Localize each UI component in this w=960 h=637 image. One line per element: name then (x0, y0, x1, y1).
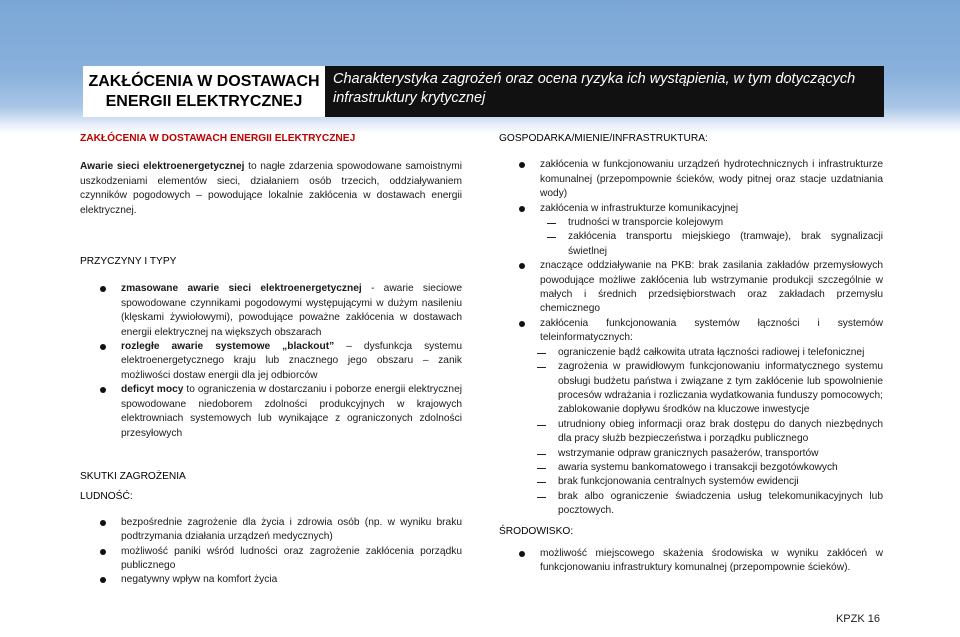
list-item: możliwość miejscowego skażenia środowiska w wyniku zakłóceń w funkcjonowaniu infrastruktury komunalnej (przepompownie ścieków). (540, 547, 883, 576)
list-item (121, 340, 462, 383)
cause-title: zmasowane awarie sieci elektroenergetycznej (121, 283, 362, 295)
page-number: KPZK 16 (835, 613, 880, 625)
left-heading: ZAKŁÓCENIA W DOSTAWACH ENERGII ELEKTRYCZNEJ (80, 133, 356, 144)
list-item: zagrożenia w prawidłowym funkcjonowaniu informatycznego systemu obsługi budżetu państwa i związane z tym zakłócenie lub spowolnienie procesów wdrażania i rozliczania wydatkowania funduszy pomocowych; zablokowanie dopływu środków na kluczowe inwestycje (558, 360, 883, 418)
list-item: znaczące oddziaływanie na PKB: brak zasilania zakładów przemysłowych powodujące możliwe zakłócenia lub wstrzymanie produkcji szczególnie w małych i średnich przedsiębiorstwach oraz zakładach przemysłu chemicznego (540, 259, 883, 317)
env-list (540, 547, 883, 576)
intro-bold: Awarie sieci elektroenergetycznej (80, 161, 245, 173)
list-item: brak funkcjonowania centralnych systemów ewidencji (558, 475, 883, 489)
list-item (121, 282, 462, 340)
list-item: utrudniony obieg informacji oraz brak dostępu do danych niezbędnych dla pracy służb bezpieczeństwa i porządku publicznego (558, 418, 883, 447)
list-item: awaria systemu bankomatowego i transakcji bezgotówkowych (558, 461, 883, 475)
list-item: ograniczenie bądź całkowita utrata łączności radiowej i telefonicznej (558, 346, 883, 360)
right-column (499, 128, 883, 576)
cause-text: to ograniczenia w dostarczaniu i poborze energii elektrycznej spowodowane niedoborem zdolności produkcyjnych w krajowych elektrowniach systemowych lub wynikające z ograniczonych zdolności przesyłowych (121, 384, 462, 439)
list-item: zakłócenia transportu miejskiego (tramwaje), brak sygnalizacji świetlnej (568, 230, 883, 259)
list-item: bezpośrednie zagrożenie dla życia i zdrowia osób (np. w wyniku braku podtrzymania działania urządzeń medycznych) (121, 516, 462, 545)
cause-text: – dysfunkcja systemu elektroenergetycznego kraju lub znacznego jego obszaru – zanik możliwości dostaw energii dla jej odbiorców (121, 341, 462, 381)
list-item: zakłócenia funkcjonowania systemów łączności i systemów teleinformatycznych: (540, 317, 883, 346)
people-heading: LUDNOŚĆ: (80, 491, 133, 503)
title-line-1: ZAKŁÓCENIA W DOSTAWACH (88, 72, 320, 90)
env-heading: ŚRODOWISKO: (499, 525, 574, 537)
list-item: trudności w transporcie kolejowym (568, 216, 883, 230)
causes-list (121, 282, 462, 440)
list-item: brak albo ograniczenie świadczenia usług telekomunikacyjnych lub pocztowych. (558, 490, 883, 519)
causes-heading: PRZYCZYNY I TYPY (80, 256, 177, 268)
page-subtitle: Charakterystyka zagrożeń oraz ocena ryzyka ich wystąpienia, w tym dotyczących infrastruktury krytycznej (325, 66, 884, 117)
list-item: wstrzymanie odpraw granicznych pasażerów, transportów (558, 447, 883, 461)
impact-list (540, 158, 883, 518)
list-item (121, 383, 462, 441)
right-heading: GOSPODARKA/MIENIE/INFRASTRUKTURA: (499, 133, 708, 144)
intro-rest: to nagłe zdarzenia spowodowane samoistnymi uszkodzeniami elementów sieci, działaniem osób trzecich, oddziaływaniem czynników pogodowych – powodujące lokalnie zakłócenia w dostawach energii elektrycznej. (80, 161, 462, 216)
list-item: negatywny wpływ na komfort życia (121, 573, 462, 587)
cause-title: deficyt mocy (121, 384, 184, 396)
intro-paragraph (80, 160, 462, 218)
list-item: możliwość paniki wśród ludności oraz zagrożenie zakłócenia porządku publicznego (121, 545, 462, 574)
cause-title: rozległe awarie systemowe „blackout” (121, 341, 335, 353)
cause-text: - awarie sieciowe spowodowane czynnikami pogodowymi występującymi w dużym nasileniu (klęskami żywiołowymi), powodujące poważne zakłócenia w dostawach energii elektrycznej na większych obszarach (121, 283, 462, 338)
title-line-2: ENERGII ELEKTRYCZNEJ (105, 92, 303, 110)
left-column (80, 128, 462, 588)
list-item: zakłócenia w infrastrukturze komunikacyjnej (540, 202, 883, 216)
effects-heading: SKUTKI ZAGROŻENIA (80, 470, 186, 482)
people-list (121, 516, 462, 588)
list-item: zakłócenia w funkcjonowaniu urządzeń hydrotechnicznych i infrastrukturze komunalnej (przepompownie ścieków, wody pitnej oraz stacje uzdatniania wody) (540, 158, 883, 201)
page-title (83, 66, 325, 117)
